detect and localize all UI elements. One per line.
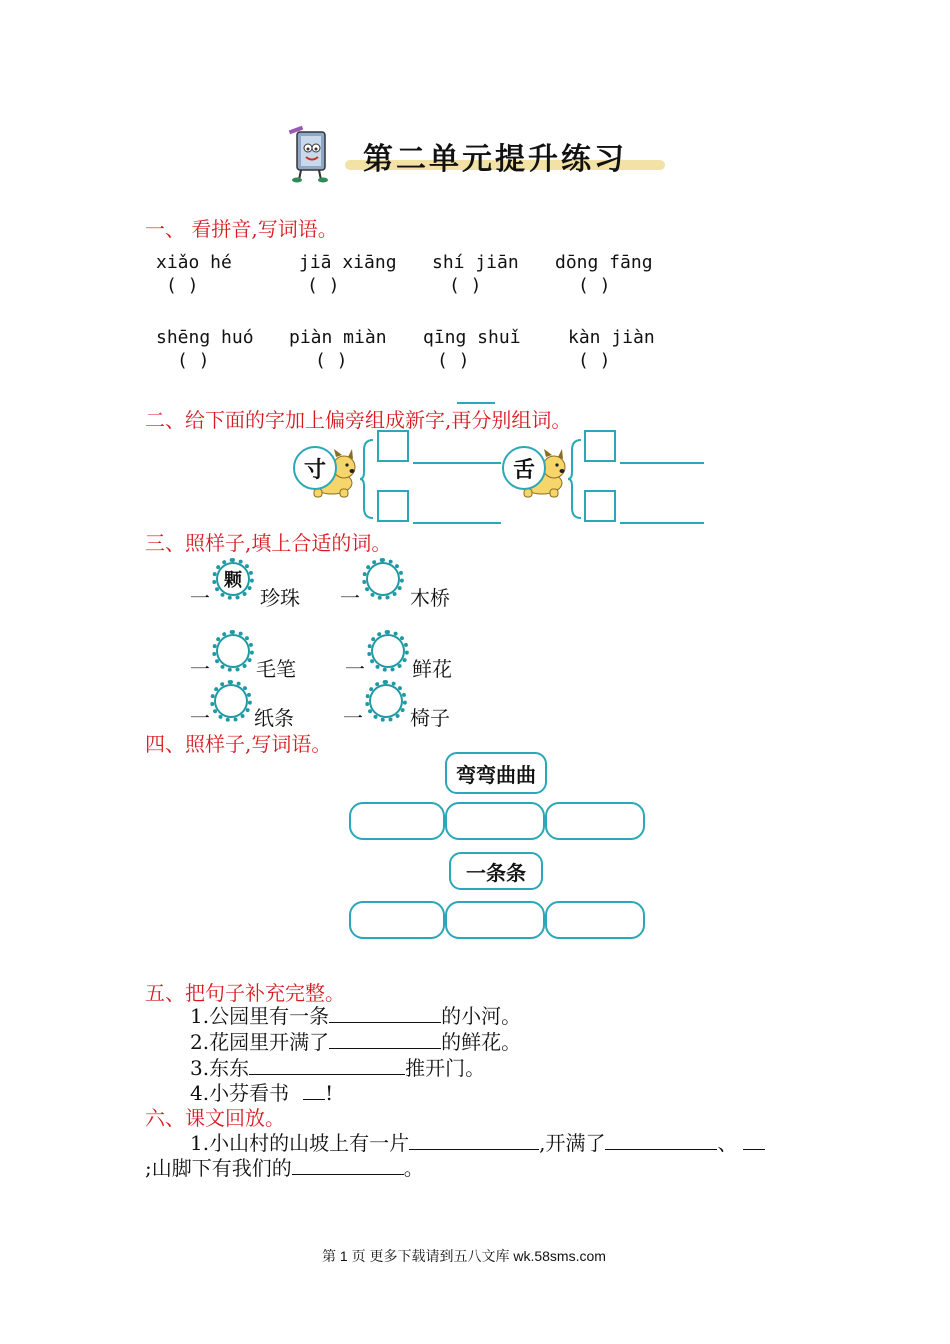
blank-4[interactable] xyxy=(303,1081,325,1100)
answer-paren-4[interactable]: ( ) xyxy=(578,275,611,296)
radical-box-2a[interactable] xyxy=(584,430,616,462)
noun-6: 椅子 xyxy=(410,706,450,730)
sentence-1-end: 的小河。 xyxy=(441,1004,522,1028)
blank-2[interactable] xyxy=(329,1030,441,1049)
section-6-heading: 六、课文回放。 xyxy=(145,1106,285,1130)
section-2-heading: 二、给下面的字加上偏旁组成新字,再分别组词。 xyxy=(145,408,572,432)
blank-1[interactable] xyxy=(329,1004,441,1023)
blank-7[interactable] xyxy=(743,1131,765,1150)
measure-prefix: 一 xyxy=(340,586,360,610)
example-word-1: 弯弯曲曲 xyxy=(445,752,547,794)
measure-ring-6[interactable] xyxy=(365,680,407,722)
char-bubble-1 xyxy=(293,446,337,490)
answer-pill-3[interactable] xyxy=(545,802,645,840)
answer-paren-3[interactable]: ( ) xyxy=(449,275,482,296)
sentence-2-start: 2.花园里开满了 xyxy=(190,1030,330,1054)
page-footer: 第 1 页 更多下载请到五八文库 wk.58sms.com xyxy=(322,1248,606,1264)
word-line-2b[interactable] xyxy=(620,522,704,524)
answer-pill-2[interactable] xyxy=(445,802,545,840)
char-bubble-2 xyxy=(502,446,546,490)
pinyin-8: kàn jiàn xyxy=(568,327,655,348)
measure-prefix: 一 xyxy=(190,706,210,730)
measure-prefix: 一 xyxy=(190,586,210,610)
blank-5[interactable] xyxy=(409,1131,539,1150)
sentence-2-end: 的鲜花。 xyxy=(441,1030,522,1054)
pinyin-3: shí jiān xyxy=(432,252,519,273)
pinyin-4: dōng fāng xyxy=(555,252,653,273)
answer-paren-8[interactable]: ( ) xyxy=(578,350,611,371)
sentence-4-end: ! xyxy=(325,1081,334,1105)
sentence-3-end: 推开门。 xyxy=(405,1056,486,1080)
blank-3[interactable] xyxy=(249,1056,405,1075)
measure-ring-3[interactable] xyxy=(212,630,254,672)
measure-prefix: 一 xyxy=(190,657,210,681)
answer-pill-6[interactable] xyxy=(545,901,645,939)
measure-ring-4[interactable] xyxy=(367,630,409,672)
page-title: 第二单元提升练习 xyxy=(363,142,627,177)
brace-2 xyxy=(568,438,582,520)
answer-pill-5[interactable] xyxy=(445,901,545,939)
noun-4: 鲜花 xyxy=(412,657,452,681)
pinyin-2: jiā xiāng xyxy=(299,252,397,273)
review-1-start: 1.小山村的山坡上有一片 xyxy=(190,1131,410,1155)
answer-paren-1[interactable]: ( ) xyxy=(166,275,199,296)
answer-paren-2[interactable]: ( ) xyxy=(307,275,340,296)
radical-box-1a[interactable] xyxy=(377,430,409,462)
brace-1 xyxy=(360,438,374,520)
answer-pill-4[interactable] xyxy=(349,901,445,939)
char-2: 舌 xyxy=(512,456,535,483)
pinyin-5: shēng huó xyxy=(156,327,254,348)
review-1-sep: 、 xyxy=(717,1131,738,1155)
measure-prefix: 一 xyxy=(343,706,363,730)
noun-5: 纸条 xyxy=(254,706,294,730)
answer-paren-7[interactable]: ( ) xyxy=(437,350,470,371)
answer-paren-5[interactable]: ( ) xyxy=(177,350,210,371)
review-1-mid: ,开满了 xyxy=(539,1131,606,1155)
section-3-heading: 三、照样子,填上合适的词。 xyxy=(145,531,392,555)
book-mascot-icon xyxy=(283,124,343,184)
sentence-3-start: 3.东东 xyxy=(190,1056,250,1080)
pinyin-1: xiǎo hé xyxy=(156,252,232,273)
example-word-2: 一条条 xyxy=(449,852,543,890)
noun-2: 木桥 xyxy=(410,586,450,610)
noun-3: 毛笔 xyxy=(256,657,296,681)
sentence-4-start: 4.小芬看书 xyxy=(190,1081,290,1105)
review-2-start: ;山脚下有我们的 xyxy=(145,1156,292,1180)
sentence-2 xyxy=(190,1026,521,1055)
measure-ring-2[interactable] xyxy=(362,558,404,600)
section-4-heading: 四、照样子,写词语。 xyxy=(145,732,332,756)
measure-prefix: 一 xyxy=(345,657,365,681)
radical-box-1b[interactable] xyxy=(377,490,409,522)
blank-6[interactable] xyxy=(605,1131,717,1150)
header-mascot xyxy=(283,124,343,184)
measure-example: 颗 xyxy=(224,570,242,591)
word-line-1a[interactable] xyxy=(413,462,501,464)
section-5-heading: 五、把句子补充完整。 xyxy=(145,981,345,1005)
sentence-1 xyxy=(190,1000,521,1029)
review-line-2 xyxy=(145,1152,424,1181)
review-2-end: 。 xyxy=(403,1156,424,1180)
pinyin-7: qīng shuǐ xyxy=(423,327,521,348)
title-banner xyxy=(345,134,665,177)
measure-ring-5[interactable] xyxy=(210,680,252,722)
pinyin-6: piàn miàn xyxy=(289,327,387,348)
radical-box-2b[interactable] xyxy=(584,490,616,522)
answer-paren-6[interactable]: ( ) xyxy=(315,350,348,371)
answer-pill-1[interactable] xyxy=(349,802,445,840)
noun-1: 珍珠 xyxy=(260,586,300,610)
blank-8[interactable] xyxy=(292,1156,404,1175)
measure-ring-example xyxy=(212,558,254,600)
word-line-1b[interactable] xyxy=(413,522,501,524)
sentence-1-start: 1.公园里有一条 xyxy=(190,1004,330,1028)
section-1-heading: 一、 看拼音,写词语。 xyxy=(145,217,338,241)
char-1: 寸 xyxy=(303,456,326,483)
word-line-2a[interactable] xyxy=(620,462,704,464)
